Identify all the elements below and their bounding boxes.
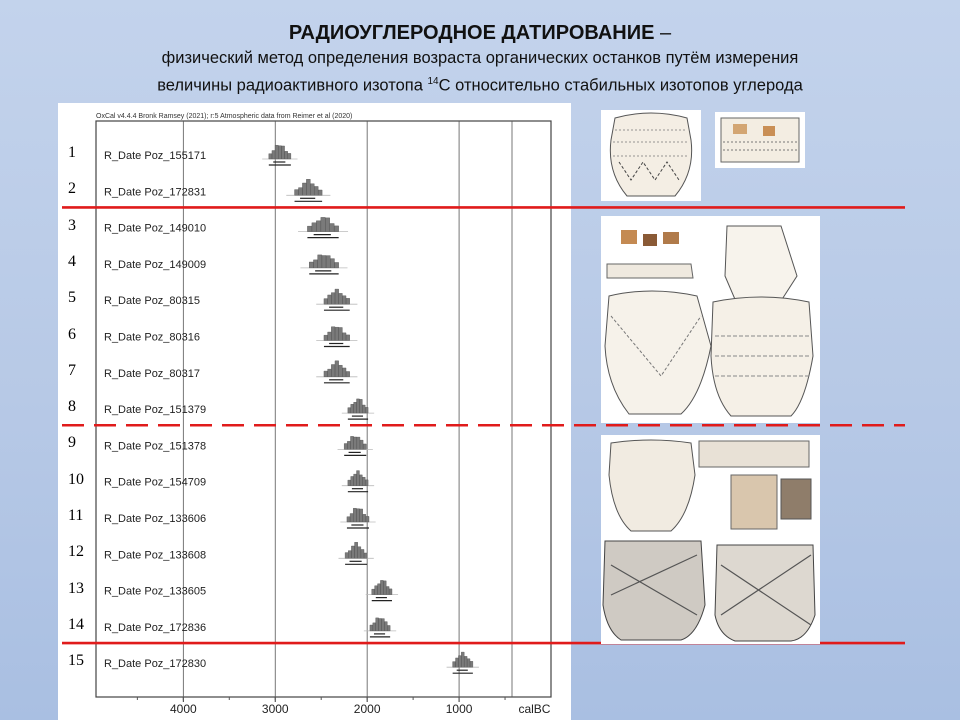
row-number: 6 [68, 325, 76, 343]
x-tick-label: 1000 [445, 702, 473, 716]
pottery-sherd-illustration [715, 112, 805, 168]
row-number: 12 [68, 543, 84, 561]
row-number: 4 [68, 252, 76, 270]
row-number: 11 [68, 507, 84, 524]
row-label: R_Date Poz_151378 [104, 440, 207, 453]
vessel-drawing-1 [601, 110, 701, 201]
row-label: R_Date Poz_80317 [104, 367, 201, 380]
row-number: 3 [68, 216, 76, 234]
row-number: 7 [68, 361, 76, 379]
posterior-distribution [324, 327, 350, 341]
posterior-distribution [348, 399, 368, 413]
row-number: 10 [68, 470, 84, 488]
isotope-superscript: 14 [427, 76, 439, 87]
posterior-distribution [307, 217, 338, 231]
posterior-distribution [295, 179, 323, 195]
posterior-distribution [324, 361, 350, 377]
row-number: 2 [68, 180, 76, 198]
row-label: R_Date Poz_149010 [104, 222, 207, 235]
posterior-distribution [347, 508, 369, 522]
row-number: 8 [68, 398, 76, 416]
row-label: R_Date Poz_172831 [104, 186, 207, 199]
row-label: R_Date Poz_172836 [104, 621, 207, 634]
posterior-distribution [324, 289, 350, 304]
row-label: R_Date Poz_80316 [104, 331, 201, 344]
row-number: 13 [68, 579, 84, 597]
posterior-distribution [372, 580, 392, 594]
x-axis-label: calBC [518, 702, 551, 716]
vessel-drawings-3 [601, 435, 820, 644]
x-tick-label: 3000 [261, 702, 289, 716]
row-number: 1 [68, 144, 76, 161]
sherd-drawing [715, 112, 805, 168]
posterior-distribution [348, 471, 368, 486]
x-tick-label: 2000 [353, 702, 381, 716]
subtitle-line-2: величины радиоактивного изотопа $^{14}$С относительно стабильных изотопов углерода [157, 76, 803, 95]
pottery-group-2-illustration [601, 216, 820, 423]
posterior-distribution [370, 618, 390, 631]
row-label: R_Date Poz_133605 [104, 585, 207, 598]
subtitle-line-1: физический метод определения возраста органических останков путём измерения [161, 49, 799, 67]
vessel-drawings-2 [601, 216, 820, 423]
row-number: 9 [68, 434, 76, 452]
posterior-distribution [269, 145, 291, 159]
software-credit: OxCal v4.4.4 Bronk Ramsey (2021); r:5 Atmospheric data from Reimer et al (2020) [96, 113, 353, 120]
row-number: 15 [68, 652, 84, 670]
posterior-distribution [453, 652, 473, 667]
row-label: R_Date Poz_172830 [104, 658, 207, 671]
page-title: РАДИОУГЛЕРОДНОЕ ДАТИРОВАНИЕ – [288, 22, 672, 44]
row-label: R_Date Poz_155171 [104, 150, 207, 162]
posterior-distribution [344, 436, 366, 449]
row-label: R_Date Poz_151379 [104, 404, 207, 417]
pottery-group-3-illustration [601, 435, 820, 644]
row-label: R_Date Poz_80315 [104, 295, 201, 308]
posterior-distribution [309, 255, 338, 268]
row-label: R_Date Poz_133606 [104, 513, 207, 525]
x-tick-label: 4000 [169, 702, 197, 716]
row-label: R_Date Poz_154709 [104, 476, 207, 489]
row-number: 5 [68, 289, 76, 307]
posterior-distribution [345, 542, 367, 558]
row-number: 14 [68, 615, 84, 633]
row-label: R_Date Poz_149009 [104, 258, 207, 271]
pottery-group-1-illustration [601, 110, 701, 201]
row-label: R_Date Poz_133608 [104, 549, 207, 562]
